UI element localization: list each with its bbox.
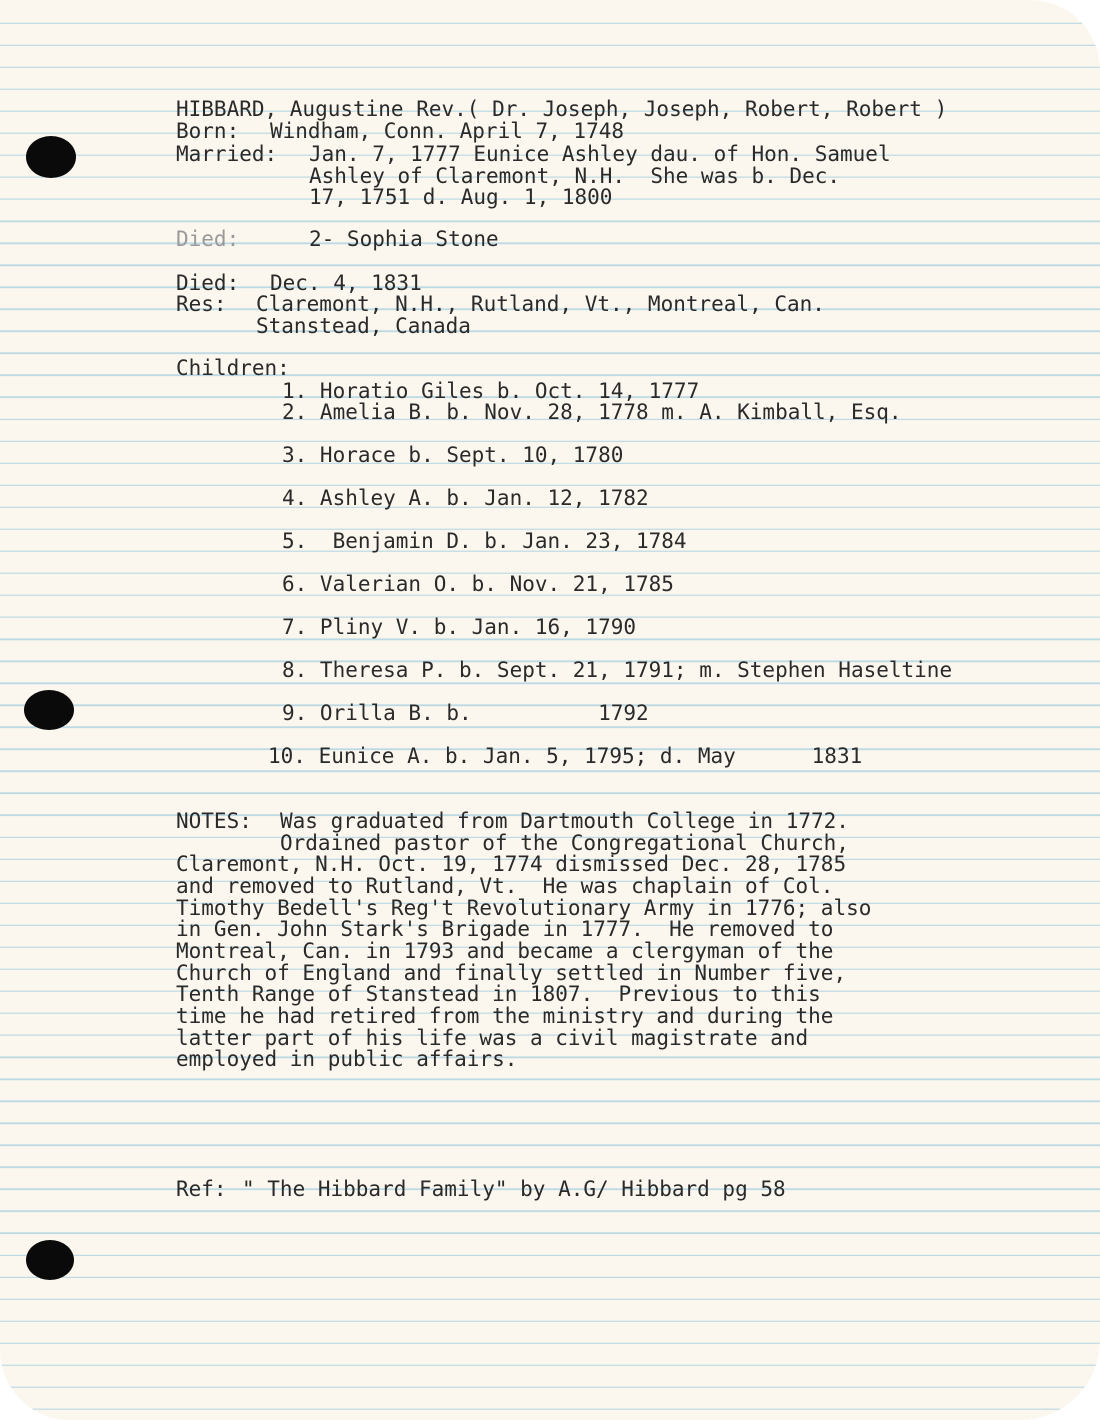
child-entry: 7. Pliny V. b. Jan. 16, 1790 xyxy=(282,615,637,639)
married-line: 17, 1751 d. Aug. 1, 1800 xyxy=(309,185,613,209)
died-label: Died: xyxy=(176,271,240,295)
married-label: Married: xyxy=(176,142,278,166)
notes-line: Claremont, N.H. Oct. 19, 1774 dismissed Dec. 28, 1785 xyxy=(176,852,847,876)
child-entry: 10. Eunice A. b. Jan. 5, 1795; d. May 1831 xyxy=(268,744,863,768)
child-entry: 8. Theresa P. b. Sept. 21, 1791; m. Stephen Haseltine xyxy=(282,658,953,682)
born-label: Born: xyxy=(176,119,240,143)
notes-line: Timothy Bedell's Reg't Revolutionary Army in 1776; also xyxy=(176,896,872,920)
child-entry: 3. Horace b. Sept. 10, 1780 xyxy=(282,443,624,467)
married-line: Ashley of Claremont, N.H. She was b. Dec. xyxy=(309,164,841,188)
child-entry: 1. Horatio Giles b. Oct. 14, 1777 xyxy=(282,379,700,403)
notes-line: Was graduated from Dartmouth College in 1772. xyxy=(280,809,849,833)
punch-hole-top xyxy=(26,136,76,178)
notes-line: in Gen. John Stark's Brigade in 1777. He removed to xyxy=(176,917,834,941)
child-entry: 6. Valerian O. b. Nov. 21, 1785 xyxy=(282,572,674,596)
born-value: Windham, Conn. April 7, 1748 xyxy=(270,119,625,143)
punch-hole-middle xyxy=(24,690,74,730)
notes-line: Tenth Range of Stanstead in 1807. Previous to this xyxy=(176,982,821,1006)
second-marriage-label: Died: xyxy=(176,227,240,251)
ref-label: Ref: xyxy=(176,1177,227,1201)
res-line: Stanstead, Canada xyxy=(256,314,471,338)
notes-line: latter part of his life was a civil magistrate and xyxy=(176,1026,809,1050)
notes-line: time he had retired from the ministry and during the xyxy=(176,1004,834,1028)
notes-label: NOTES: xyxy=(176,809,252,833)
child-entry: 5. Benjamin D. b. Jan. 23, 1784 xyxy=(282,529,687,553)
notes-line: Church of England and finally settled in Number five, xyxy=(176,961,847,985)
notes-line: and removed to Rutland, Vt. He was chaplain of Col. xyxy=(176,874,834,898)
children-label: Children: xyxy=(176,356,290,380)
notes-line: employed in public affairs. xyxy=(176,1047,518,1071)
notes-line: Ordained pastor of the Congregational Church, xyxy=(280,831,849,855)
child-entry: 4. Ashley A. b. Jan. 12, 1782 xyxy=(282,486,649,510)
ref-value: " The Hibbard Family" by A.G/ Hibbard pg 58 xyxy=(242,1177,786,1201)
married-line: Jan. 7, 1777 Eunice Ashley dau. of Hon. Samuel xyxy=(309,142,891,166)
punch-hole-bottom xyxy=(26,1240,74,1280)
res-label: Res: xyxy=(176,292,227,316)
res-line: Claremont, N.H., Rutland, Vt., Montreal, Can. xyxy=(256,292,825,316)
second-marriage-value: 2- Sophia Stone xyxy=(309,227,499,251)
died-value: Dec. 4, 1831 xyxy=(270,271,422,295)
child-entry: 9. Orilla B. b. 1792 xyxy=(282,701,649,725)
child-entry: 2. Amelia B. b. Nov. 28, 1778 m. A. Kimball, Esq. xyxy=(282,400,902,424)
notes-line: Montreal, Can. in 1793 and became a clergyman of the xyxy=(176,939,834,963)
name-line: HIBBARD, Augustine Rev.( Dr. Joseph, Joseph, Robert, Robert ) xyxy=(176,97,948,121)
